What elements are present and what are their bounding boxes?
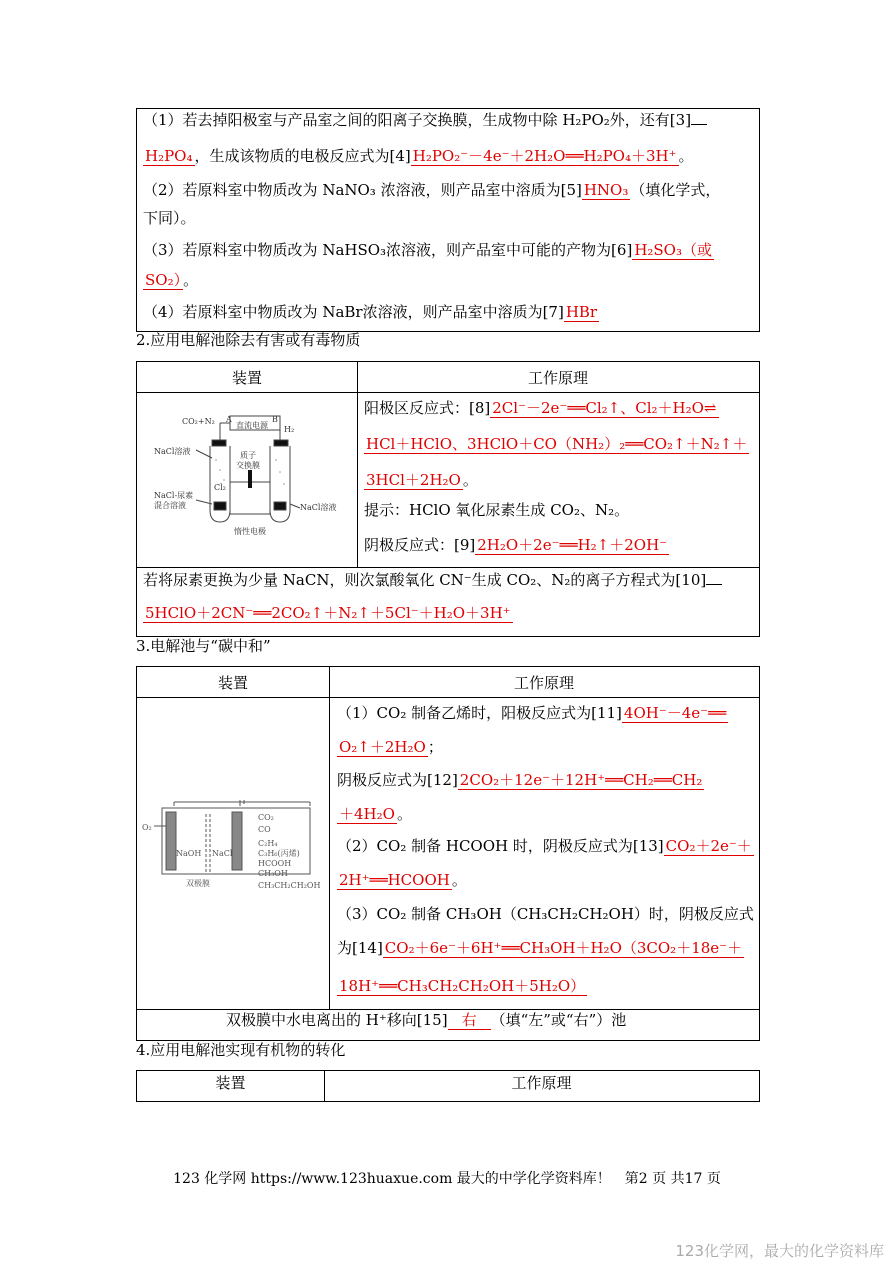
block1-box	[136, 108, 760, 332]
t3-header-principle: 工作原理	[513, 674, 574, 692]
t3-header-divider	[137, 697, 759, 698]
fig-electrode: 惰性电极	[234, 527, 266, 536]
urea-electrolysis-diagram	[150, 410, 350, 540]
section3-title: 3.电解池与“碳中和”	[136, 637, 271, 655]
block1-line3: （2）若原料室中物质改为 NaNO₃ 浓溶液，则产品室中溶质为[5] HNO₃ （填化学式，	[143, 181, 721, 199]
t2-row1: 阳极区反应式：[8] 2Cl⁻－2e⁻══Cl₂↑、Cl₂＋H₂O⇌	[364, 399, 717, 417]
t3-p8: 为[14] CO₂＋6e⁻＋6H⁺══CH₃OH＋H₂O（3CO₂＋18e⁻＋	[337, 939, 743, 957]
fig-co2: CO₂	[258, 813, 274, 822]
t3-p7: （3）CO₂ 制备 CH₃OH（CH₃CH₂CH₂OH）时，阴极反应式	[337, 905, 754, 923]
fig-c3h6: C₃H₆(丙烯)	[258, 849, 300, 858]
t2-bottom2: 5HClO＋2CN⁻══2CO₂↑＋N₂↑＋5Cl⁻＋H₂O＋3H⁺	[145, 604, 511, 622]
bipolar-membrane-diagram	[140, 800, 328, 896]
t2-col-divider	[357, 362, 358, 567]
t3-bottom: 双极膜中水电离出的 H⁺移向[15] 右 （填“左”或“右”）池	[226, 1011, 627, 1029]
t3-p9: 18H⁺══CH₃CH₂CH₂OH＋5H₂O）	[339, 977, 586, 995]
fig-propanol: CH₃CH₂CH₂OH	[258, 881, 321, 890]
fig-label-a: A	[226, 415, 232, 424]
watermark: 123化学网，最大的化学资料库	[675, 1242, 884, 1260]
block1-line7: （4）若原料室中物质改为 NaBr浓溶液，则产品室中溶质为[7] HBr	[143, 303, 598, 321]
table4	[136, 1070, 760, 1102]
t2-row-divider	[137, 567, 759, 568]
t4-header-principle: 工作原理	[511, 1074, 572, 1092]
fig-nacl-right: NaCl溶液	[300, 503, 337, 512]
t3-p1: （1）CO₂ 制备乙烯时，阳极反应式为[11] 4OH⁻－4e⁻══	[337, 704, 727, 722]
t3-col-divider	[329, 667, 330, 1009]
t3-header-device: 装置	[217, 674, 248, 692]
t2-row2: HCl＋HClO、3HClO＋CO（NH₂）₂══CO₂↑＋N₂↑＋	[366, 435, 748, 453]
t3-p6: 2H⁺══HCOOH 。	[339, 871, 467, 889]
fig-membrane2: 交换膜	[236, 461, 260, 470]
t3-p4: ＋4H₂O 。	[339, 805, 412, 823]
fig-label-b: B	[272, 415, 278, 424]
block1-line5: （3）若原料室中物质改为 NaHSO₃浓溶液，则产品室中可能的产物为[6] H₂SO₃（或	[143, 241, 712, 259]
fig-nacl-left: NaCl溶液	[154, 447, 191, 456]
t2-bottom1: 若将尿素更换为少量 NaCN，则次氯酸氧化 CN⁻生成 CO₂、N₂的离子方程式为[10]	[143, 570, 722, 590]
fig-bipolar: 双极膜	[186, 879, 210, 888]
block1-line1: （1）若去掉阳极室与产品室之间的阳离子交换膜，生成物中除 H₂PO₂外，还有[3]	[143, 110, 707, 130]
t2-row3: 3HCl＋2H₂O 。	[366, 471, 478, 489]
section4-title: 4.应用电解池实现有机物的转化	[136, 1041, 346, 1059]
fig-ch3oh: CH₃OH	[258, 869, 288, 878]
fig-c2h4: C₂H₄	[258, 839, 278, 848]
page-footer: 123 化学网 https://www.123huaxue.com 最大的中学化学资料库！ 第2 页 共17 页	[173, 1171, 721, 1187]
section2-title: 2.应用电解池除去有害或有毒物质	[136, 331, 361, 349]
t2-row4: 提示：HClO 氧化尿素生成 CO₂、N₂。	[364, 501, 630, 519]
block1-line2: H₂PO₄ ，生成该物质的电极反应式为[4] H₂PO₂⁻－4e⁻＋2H₂O══H₂PO₄＋3H⁺ 。	[145, 147, 694, 165]
t4-header-device: 装置	[215, 1074, 246, 1092]
fig-nacl: NaCl	[212, 849, 233, 858]
fig-cl2: Cl₂	[214, 483, 226, 492]
t2-header-device: 装置	[231, 369, 262, 387]
fig-mix2: 混合溶液	[154, 501, 186, 510]
fig-co: CO	[258, 825, 271, 834]
t3-p5: （2）CO₂ 制备 HCOOH 时，阴极反应式为[13] CO₂＋2e⁻＋	[337, 837, 752, 855]
fig-power: 直流电源	[236, 421, 268, 430]
t3-p2: O₂↑＋2H₂O ；	[339, 738, 443, 756]
fig-o2: O₂	[142, 823, 152, 832]
fig-co2n2: CO₂+N₂	[182, 417, 215, 426]
t2-header-divider	[137, 392, 759, 393]
t2-header-principle: 工作原理	[527, 369, 588, 387]
fig-naoh: NaOH	[176, 849, 202, 858]
t3-p3: 阴极反应式为[12] 2CO₂＋12e⁻＋12H⁺══CH₂══CH₂	[337, 771, 703, 789]
block1-line6: SO₂） 。	[145, 271, 199, 289]
block1-line4: 下同）。	[143, 209, 196, 227]
t2-row5: 阴极反应式：[9] 2H₂O＋2e⁻══H₂↑＋2OH⁻	[364, 536, 668, 554]
fig-mix1: NaCl-尿素	[154, 491, 194, 500]
fig-membrane: 质子	[240, 451, 256, 460]
fig-h2: H₂	[284, 425, 295, 434]
fig-hcooh: HCOOH	[258, 859, 292, 868]
